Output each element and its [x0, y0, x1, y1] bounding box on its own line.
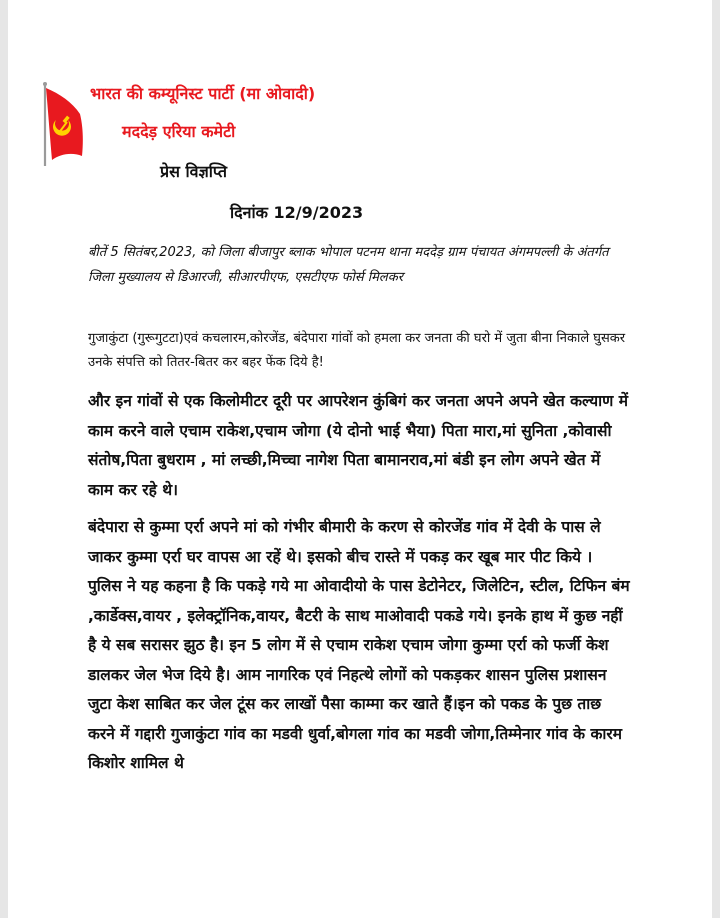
document-type-heading: प्रेस विज्ञप्ति — [160, 162, 227, 181]
party-name: भारत की कम्यूनिस्ट पार्टी (मा ओवादी) — [90, 84, 316, 103]
intro-paragraph: बीतें 5 सितंबर,2023, को जिला बीजापुर ब्लाक भोपाल पटनम थाना मददेड़ ग्राम पंचायत अंगमपल्ली के अंतर्गत जिला मुख्यालय से डिआरजी, सीआरपीएफ, एसटीएफ फोर्स मिलकर — [88, 245, 609, 285]
document-page — [8, 0, 712, 918]
villages-paragraph: गुजाकुंटा (गुरूगुटटा)एवं कचलारम,कोरजेंड, बंदेपारा गांवों को हमला कर जनता की घरो में जुता बीना निकाले घुसकर उनके संपत्ति को तितर-बितर कर बहर फेंक दिये है! — [88, 331, 626, 370]
committee-name: मददेड़ एरिया कमेटी — [122, 122, 236, 141]
hammer-sickle-flag-icon — [34, 80, 86, 168]
operation-paragraph: और इन गांवों से एक किलोमीटर दूरी पर आपरेशन कुंबिगं कर जनता अपने अपने खेत कल्याण में काम करने वाले एचाम राकेश,एचाम जोगा (ये दोनो भाई भैया) पिता मारा,मां सुनिता ,कोवासी संतोष,पिता बुधराम , मां लच्छी,मिच्चा नागेश पिता बामानराव,मां बंडी इन लोग अपने खेत में काम कर रहे थे। — [88, 392, 628, 499]
release-date: दिनांक 12/9/2023 — [230, 203, 364, 222]
arrest-paragraph: बंदेपारा से कुम्मा एर्रा अपने मां को गंभीर बीमारी के करण से कोरजेंड गांव में देवी के पास ले जाकर कुम्मा एर्रा घर वापस आ रहें थे। इसको बीच रास्ते में पकड़ कर खूब मार पीट किये । पुलिस ने यह कहना है कि पकड़े गये मा ओवादीयो के पास डेटोनेटर, जिलेटिन, स्टील, टिफिन बंम ,कार्डेक्स,वायर , इलेक्ट्रॉनिक,वायर, बैटरी के साथ माओवादी पकडे गये। इनके हाथ में कुछ नहीं है ये सब सरासर झुठ है। इन 5 लोग में से एचाम राकेश एचाम जोगा कुम्मा एर्रा को फर्जी केश डालकर जेल भेज दिये है। आम नागरिक एवं निहत्थे लोगों को पकड़कर शासन पुलिस प्रशासन जुटा केश साबित कर जेल टूंस कर लाखों पैसा काम्मा कर खाते हैं।इन को पकड के पुछ ताछ करने में गद्दारी गुजाकुंटा गांव का मडवी धुर्वा,बोगला गांव का मडवी जोगा,तिम्मेनार गांव के कारम किशोर शामिल थे — [88, 518, 630, 772]
